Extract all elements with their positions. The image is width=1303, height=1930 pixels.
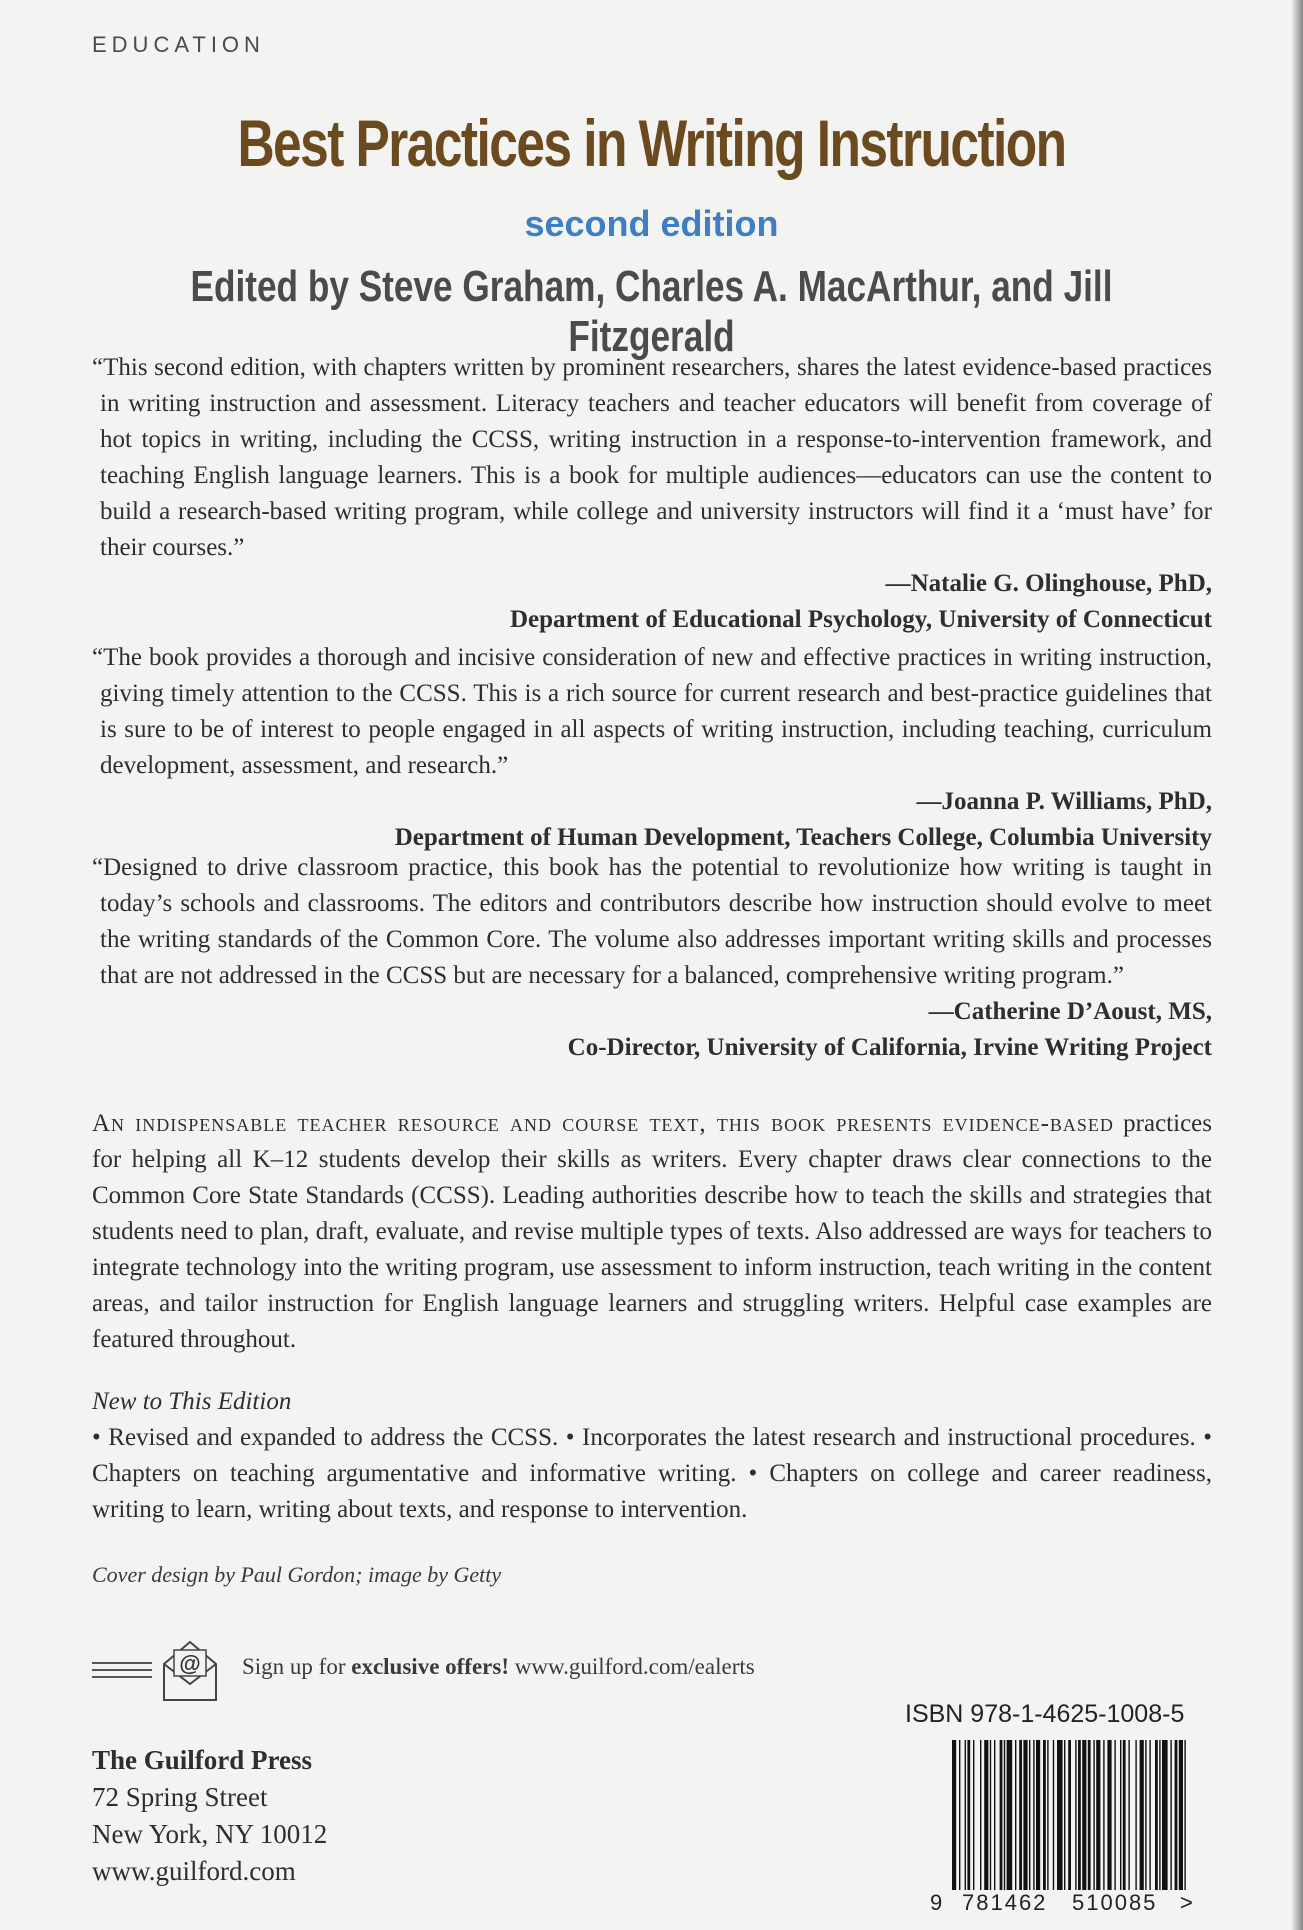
- publisher-website[interactable]: www.guilford.com: [92, 1856, 296, 1886]
- barcode-bar: [1078, 1740, 1081, 1890]
- signup-url[interactable]: www.guilford.com/ealerts: [509, 1654, 755, 1679]
- edition-label: second edition: [524, 203, 779, 244]
- endorsement-quote: [92, 640, 1212, 856]
- category-label: EDUCATION: [92, 32, 265, 57]
- barcode-bar: [1082, 1740, 1086, 1890]
- quote-text: “Designed to drive classroom practice, this book has the potential to revolutionize how writing is taught in today’s schools and classrooms. The editors and contributors describe how instruction should evolve to meet the writing standards of the Common Core. The volume also addresses important writing skills and processes that are not addressed in the CCSS but are necessary for a balanced, comprehensive writing program.”: [92, 854, 1212, 989]
- new-edition-section: [92, 1384, 1212, 1528]
- barcode-digit-group1: 781462: [962, 1890, 1048, 1915]
- barcode-bar: [1007, 1740, 1013, 1890]
- barcode-bar: [1120, 1740, 1121, 1890]
- barcode-bar: [1184, 1740, 1185, 1890]
- endorsement-quote: [92, 850, 1212, 1066]
- barcode-bar: [1159, 1740, 1160, 1890]
- publisher-address: [92, 1742, 327, 1890]
- barcode-digit-end: >: [1180, 1890, 1193, 1915]
- barcode-bar: [1029, 1740, 1030, 1890]
- barcode-bar: [1145, 1740, 1146, 1890]
- barcode-bar: [1107, 1740, 1111, 1890]
- barcode-bar: [1103, 1740, 1104, 1890]
- barcode-bar: [1128, 1740, 1129, 1890]
- publisher-street: 72 Spring Street: [92, 1782, 268, 1812]
- publisher-name: The Guilford Press: [92, 1745, 313, 1775]
- speed-lines: [92, 1662, 152, 1683]
- barcode-bar: [994, 1740, 995, 1890]
- barcode-digit-first: 9: [930, 1890, 943, 1915]
- new-edition-heading: New to This Edition: [92, 1388, 292, 1415]
- barcode-bar: [1140, 1740, 1144, 1890]
- barcode-bar: [1023, 1740, 1027, 1890]
- signup-promo: [92, 1632, 892, 1712]
- barcode-bar: [1019, 1740, 1022, 1890]
- quote-affiliation: Department of Human Development, Teachers College, Columbia University: [394, 824, 1212, 851]
- barcode-bar: [1033, 1740, 1034, 1890]
- barcode-bar: [952, 1740, 956, 1890]
- signup-offer: exclusive offers!: [351, 1654, 509, 1679]
- quote-author: —Joanna P. Williams, PhD,: [916, 788, 1212, 815]
- barcode-bar: [967, 1740, 970, 1890]
- barcode-bar: [1000, 1740, 1003, 1890]
- book-title: Best Practices in Writing Instruction: [237, 106, 1066, 180]
- isbn-label: ISBN 978-1-4625-1008-5: [905, 1700, 1185, 1728]
- barcode-bar: [1135, 1740, 1136, 1890]
- publisher-city: New York, NY 10012: [92, 1819, 328, 1849]
- svg-text:@: @: [179, 1651, 201, 1676]
- editors-line: Edited by Steve Graham, Charles A. MacArthur, and Jill Fitzgerald: [190, 262, 1113, 361]
- barcode-bar: [1162, 1740, 1168, 1890]
- barcode-bar: [1047, 1740, 1048, 1890]
- quote-affiliation: Co-Director, University of California, Irvine Writing Project: [567, 1034, 1212, 1061]
- endorsement-quote: [92, 350, 1212, 638]
- barcode-bar: [1123, 1740, 1126, 1890]
- description-lead: An indispensable teacher resource and course text, this book presents evidence-based: [92, 1110, 1114, 1137]
- barcode-bar: [1036, 1740, 1040, 1890]
- barcode-bar: [1075, 1740, 1076, 1890]
- barcode-bar: [1015, 1740, 1016, 1890]
- barcode-bar: [1043, 1740, 1046, 1890]
- signup-text: Sign up for exclusive offers! www.guilford.com/ealerts: [242, 1654, 755, 1679]
- quote-affiliation: Department of Educational Psychology, University of Connecticut: [509, 606, 1212, 633]
- barcode-bar: [1175, 1740, 1178, 1890]
- isbn-barcode: [950, 1740, 1190, 1900]
- barcode-bar: [1053, 1740, 1054, 1890]
- quote-text: “The book provides a thorough and incisive consideration of new and effective practices in writing instruction, giving timely attention to the CCSS. This is a rich source for current research and best-practice guidelines that is sure to be of interest to people engaged in all aspects of writing instruction, including teaching, curriculum development, assessment, and research.”: [92, 644, 1212, 779]
- quote-author: —Natalie G. Olinghouse, PhD,: [885, 570, 1212, 597]
- barcode-bar: [1004, 1740, 1005, 1890]
- barcode-bar: [1114, 1740, 1115, 1890]
- barcode-bar: [1068, 1740, 1071, 1890]
- page-edge-shadow: [1291, 0, 1303, 1930]
- quote-text: “This second edition, with chapters written by prominent researchers, shares the latest evidence-based practices in writing instruction and assessment. Literacy teachers and teacher educators will benefit from coverage of hot topics in writing, including the CCSS, writing instruction in a response-to-intervention framework, and teaching English language learners. This is a book for multiple audiences—educators can use the content to build a research-based writing program, while college and university instructors will find it a ‘must have’ for their courses.”: [92, 354, 1212, 561]
- barcode-bar: [1064, 1740, 1065, 1890]
- new-edition-items: • Revised and expanded to address the CCSS. • Incorporates the latest research and instructional procedures. • Chapters on teaching argumentative and informative writing. • Chapters on college and career readiness, writing to learn, writing about texts, and response to intervention.: [92, 1424, 1212, 1523]
- description-body: practices for helping all K–12 students develop their skills as writers. Every chapter draws clear connections to the Common Core State Standards (CCSS). Leading authorities describe how to teach the skills and strategies that students need to plan, draft, evaluate, and revise multiple types of texts. Also addressed are ways for teachers to integrate technology into the writing program, use assessment to inform instruction, teach writing in the content areas, and tailor instruction for English language learners and struggling writers. Helpful case examples are featured throughout.: [92, 1110, 1212, 1353]
- barcode-bar: [1057, 1740, 1063, 1890]
- quote-author: —Catherine D’Aoust, MS,: [928, 998, 1212, 1025]
- cover-credit: Cover design by Paul Gordon; image by Getty: [92, 1562, 502, 1587]
- barcode-digit-group2: 510085: [1072, 1890, 1158, 1915]
- barcode-bar: [1155, 1740, 1158, 1890]
- barcode-bar: [1096, 1740, 1100, 1890]
- barcode-bar: [1179, 1740, 1183, 1890]
- barcode-bar: [984, 1740, 988, 1890]
- barcode-bar: [1093, 1740, 1094, 1890]
- barcode-bar: [1149, 1740, 1150, 1890]
- email-envelope-icon: [162, 1636, 218, 1702]
- barcode-bar: [1170, 1740, 1171, 1890]
- barcode-bar: [990, 1740, 991, 1890]
- barcode-bar: [980, 1740, 981, 1890]
- barcode-bar: [959, 1740, 960, 1890]
- book-description: [92, 1106, 1212, 1358]
- barcode-bar: [965, 1740, 966, 1890]
- barcode-bar: [1088, 1740, 1091, 1890]
- barcode-bar: [973, 1740, 974, 1890]
